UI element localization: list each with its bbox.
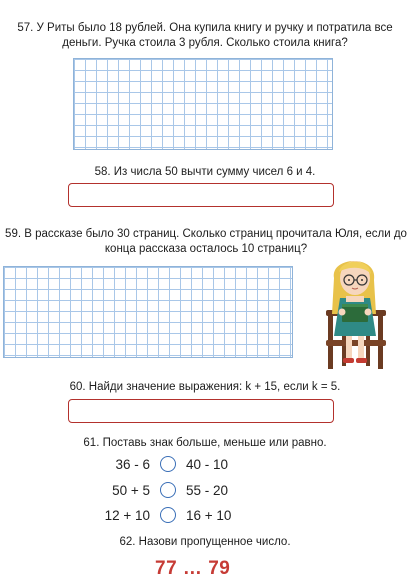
- task-60-answer-box[interactable]: [68, 399, 334, 423]
- task-57-line2: деньги. Ручка стоила 3 рубля. Сколько стоила книга?: [62, 37, 348, 49]
- task-60-text: 60. Найди значение выражения: k + 15, если k = 5.: [69, 381, 341, 393]
- task-61-text: 61. Поставь знак больше, меньше или равно.: [83, 437, 327, 449]
- task-57-text: [8, 21, 402, 51]
- compare-right: 40 - 10: [186, 456, 229, 472]
- task-58-answer-box[interactable]: [68, 183, 334, 207]
- missing-number-sequence: 77 … 79: [155, 558, 231, 579]
- compare-row: [70, 507, 266, 523]
- task-59-line2: конца рассказа осталось 10 страниц?: [104, 243, 308, 255]
- compare-left: 36 - 6: [115, 456, 150, 472]
- girl-reading-icon: [312, 248, 400, 373]
- task-62-text: 62. Назови пропущенное число.: [119, 536, 291, 548]
- compare-left: 12 + 10: [104, 507, 150, 523]
- task-59-answer-grid[interactable]: [3, 266, 293, 358]
- task-57-answer-grid[interactable]: [73, 58, 333, 150]
- compare-left: 50 + 5: [112, 482, 150, 498]
- compare-right: 55 - 20: [186, 482, 229, 498]
- compare-row: [70, 482, 266, 498]
- compare-circle[interactable]: [160, 482, 176, 498]
- compare-circle[interactable]: [160, 456, 176, 472]
- task-58-text: 58. Из числа 50 вычти сумму чисел 6 и 4.: [94, 166, 316, 178]
- task-59-line1: 59. В рассказе было 30 страниц. Сколько страниц прочитала Юля, если до: [5, 228, 407, 240]
- task-57-line1: 57. У Риты было 18 рублей. Она купила книгу и ручку и потратила все: [17, 22, 393, 34]
- compare-row: [70, 456, 266, 472]
- compare-right: 16 + 10: [186, 507, 232, 523]
- compare-circle[interactable]: [160, 507, 176, 523]
